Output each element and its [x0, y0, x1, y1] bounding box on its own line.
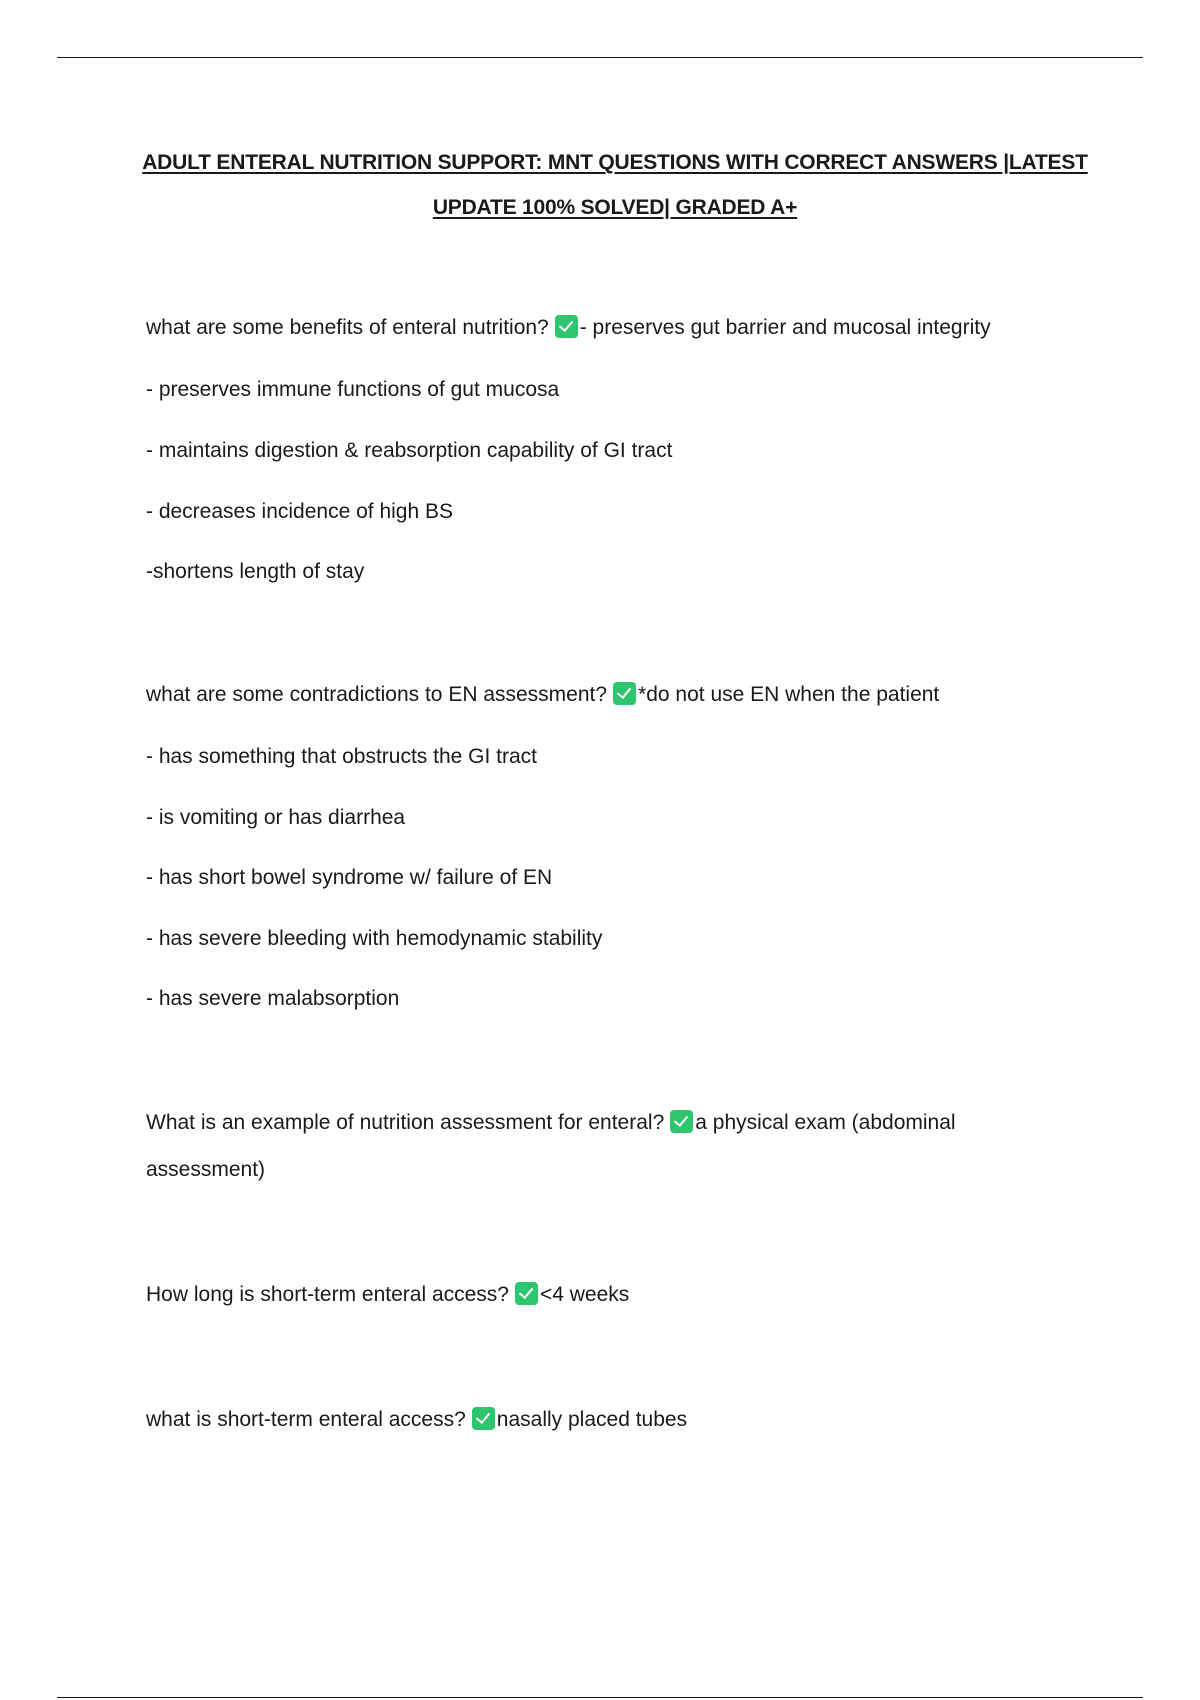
qa-item-3-question-line	[146, 1109, 956, 1137]
answer-text: nasally placed tubes	[496, 1408, 688, 1431]
question-text: What is an example of nutrition assessment for enteral?	[146, 1111, 665, 1134]
answer-continuation: - decreases incidence of high BS	[146, 500, 454, 523]
answer-text: - preserves gut barrier and mucosal integrity	[579, 316, 991, 339]
question-text: How long is short-term enteral access?	[146, 1283, 509, 1306]
answer-continuation: - has short bowel syndrome w/ failure of EN	[146, 866, 553, 889]
question-text: what is short-term enteral access?	[146, 1408, 466, 1431]
qa-item-2-question-line	[146, 681, 939, 709]
check-mark-icon	[670, 1110, 693, 1133]
check-mark-icon	[515, 1282, 538, 1305]
check-mark-icon	[613, 682, 636, 705]
document-title: ADULT ENTERAL NUTRITION SUPPORT: MNT QUESTIONS WITH CORRECT ANSWERS |LATEST UPDATE 100% SOLVED| GRADED A+	[142, 151, 1088, 219]
answer-continuation: - has severe malabsorption	[146, 987, 400, 1010]
answer-continuation: - is vomiting or has diarrhea	[146, 806, 406, 829]
check-mark-icon	[555, 315, 578, 338]
answer-text: a physical exam (abdominal	[695, 1111, 956, 1134]
question-text: what are some contradictions to EN assessment?	[146, 683, 608, 706]
footer-rule	[57, 1697, 1143, 1698]
answer-continuation: - has something that obstructs the GI tract	[146, 745, 538, 768]
answer-text: *do not use EN when the patient	[638, 683, 940, 706]
header-rule	[57, 57, 1143, 58]
check-mark-icon	[472, 1407, 495, 1430]
answer-continuation: assessment)	[146, 1158, 266, 1181]
answer-continuation: -shortens length of stay	[146, 560, 365, 583]
answer-continuation: - has severe bleeding with hemodynamic stability	[146, 927, 603, 950]
answer-continuation: - preserves immune functions of gut mucosa	[146, 378, 560, 401]
answer-continuation: - maintains digestion & reabsorption capability of GI tract	[146, 439, 673, 462]
answer-text: <4 weeks	[539, 1283, 630, 1306]
qa-item-4-question-line	[146, 1281, 629, 1309]
qa-item-5-question-line	[146, 1406, 687, 1434]
question-text: what are some benefits of enteral nutrition?	[146, 316, 549, 339]
qa-item-1-question-line	[146, 314, 991, 342]
